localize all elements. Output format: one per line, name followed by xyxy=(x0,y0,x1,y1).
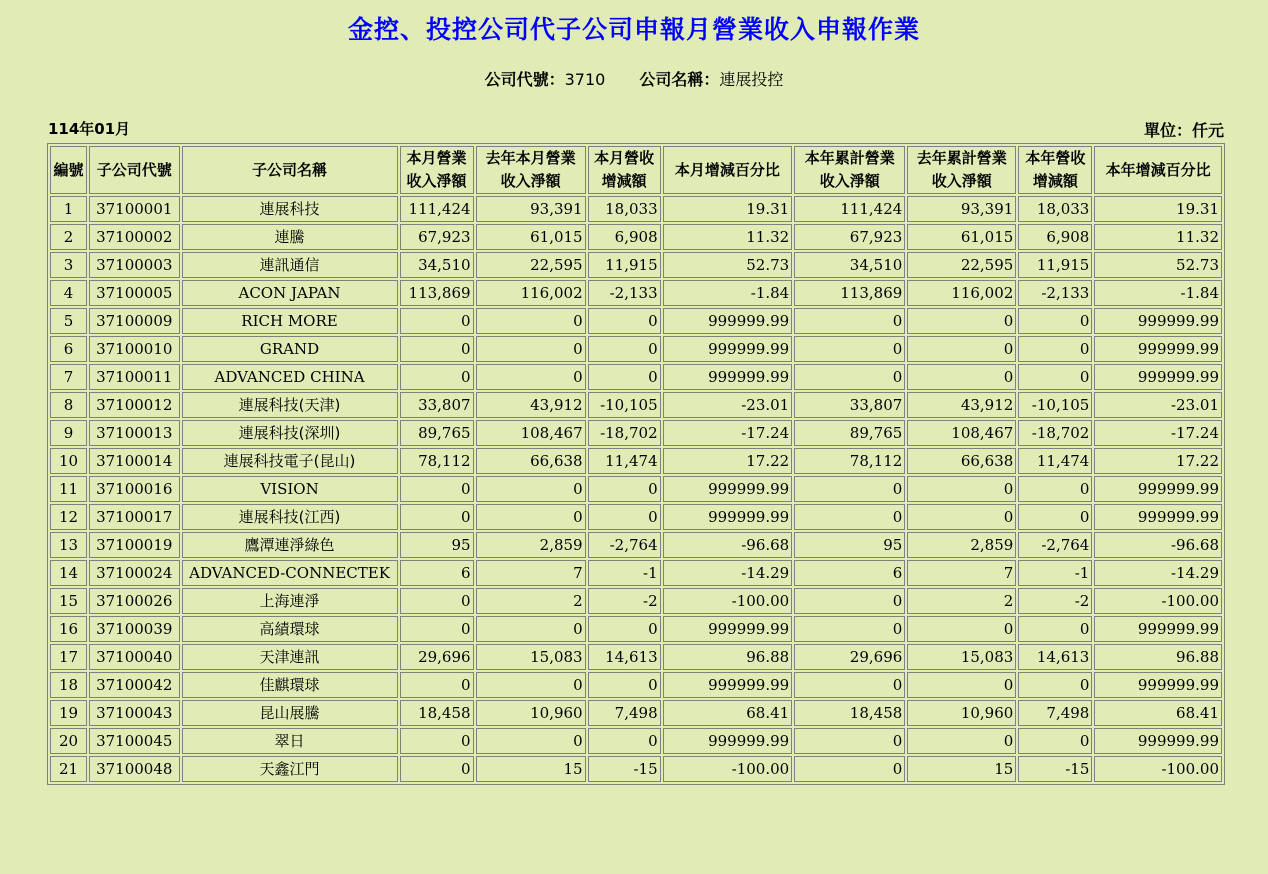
cell-month-change-pct: 999999.99 xyxy=(663,672,793,698)
cell-month-change: -18,702 xyxy=(588,420,661,446)
cell-sub-name: GRAND xyxy=(182,336,398,362)
cell-sub-name: 連展科技(深圳) xyxy=(182,420,398,446)
header-last-year-month-revenue xyxy=(476,146,586,194)
cell-last-year-month-revenue: 0 xyxy=(476,364,586,390)
cell-sub-name: 佳麒環球 xyxy=(182,672,398,698)
cell-month-revenue: 111,424 xyxy=(400,196,474,222)
cell-ytd-revenue: 0 xyxy=(794,588,905,614)
cell-ytd-change-pct: 11.32 xyxy=(1094,224,1222,250)
cell-ytd-change-pct: 999999.99 xyxy=(1094,336,1222,362)
cell-last-ytd-revenue: 0 xyxy=(907,504,1016,530)
cell-ytd-change-pct: 17.22 xyxy=(1094,448,1222,474)
cell-ytd-change: -2 xyxy=(1018,588,1092,614)
header-text: 編號 xyxy=(53,160,84,179)
cell-month-change-pct: 11.32 xyxy=(663,224,793,250)
cell-sub-code: 37100016 xyxy=(89,476,180,502)
cell-sub-name: 天津連訊 xyxy=(182,644,398,670)
cell-last-year-month-revenue: 0 xyxy=(476,504,586,530)
cell-last-year-month-revenue: 108,467 xyxy=(476,420,586,446)
cell-month-revenue: 29,696 xyxy=(400,644,474,670)
cell-month-revenue: 33,807 xyxy=(400,392,474,418)
cell-ytd-change-pct: 999999.99 xyxy=(1094,616,1222,642)
cell-month-revenue: 0 xyxy=(400,672,474,698)
cell-month-change: 7,498 xyxy=(588,700,661,726)
cell-seq: 17 xyxy=(50,644,87,670)
cell-ytd-revenue: 0 xyxy=(794,476,905,502)
cell-ytd-revenue: 0 xyxy=(794,728,905,754)
cell-last-year-month-revenue: 116,002 xyxy=(476,280,586,306)
cell-ytd-change: 0 xyxy=(1018,616,1092,642)
page-title: 金控、投控公司代子公司申報月營業收入申報作業 xyxy=(347,15,920,44)
cell-ytd-change-pct: 999999.99 xyxy=(1094,504,1222,530)
cell-seq: 9 xyxy=(50,420,87,446)
cell-ytd-revenue: 0 xyxy=(794,616,905,642)
cell-sub-name: 連展科技電子(昆山) xyxy=(182,448,398,474)
cell-ytd-change-pct: 96.88 xyxy=(1094,644,1222,670)
unit-label: 單位：仟元 xyxy=(1143,121,1224,140)
cell-last-year-month-revenue: 2 xyxy=(476,588,586,614)
header-text: 本年累計營業 xyxy=(804,149,895,167)
cell-last-ytd-revenue: 22,595 xyxy=(907,252,1016,278)
cell-sub-name: 昆山展騰 xyxy=(182,700,398,726)
cell-month-change: -2 xyxy=(588,588,661,614)
cell-sub-name: 高績環球 xyxy=(182,616,398,642)
cell-ytd-change: 11,915 xyxy=(1018,252,1092,278)
cell-seq: 13 xyxy=(50,532,87,558)
cell-month-change-pct: -100.00 xyxy=(663,756,793,782)
cell-last-year-month-revenue: 7 xyxy=(476,560,586,586)
cell-month-change-pct: -17.24 xyxy=(663,420,793,446)
cell-ytd-change: 0 xyxy=(1018,336,1092,362)
cell-sub-code: 37100017 xyxy=(89,504,180,530)
header-text: 本月營業 xyxy=(406,149,467,167)
cell-ytd-change: 6,908 xyxy=(1018,224,1092,250)
cell-month-change: 0 xyxy=(588,364,661,390)
cell-seq: 2 xyxy=(50,224,87,250)
cell-month-change-pct: 17.22 xyxy=(663,448,793,474)
cell-month-revenue: 0 xyxy=(400,476,474,502)
cell-ytd-revenue: 0 xyxy=(794,364,905,390)
cell-month-revenue: 0 xyxy=(400,616,474,642)
company-code-label: 公司代號： xyxy=(484,70,565,89)
table-row xyxy=(50,336,1222,362)
cell-last-year-month-revenue: 66,638 xyxy=(476,448,586,474)
header-month-change xyxy=(588,146,661,194)
cell-ytd-revenue: 0 xyxy=(794,504,905,530)
cell-ytd-change-pct: 999999.99 xyxy=(1094,476,1222,502)
cell-month-revenue: 0 xyxy=(400,308,474,334)
cell-last-ytd-revenue: 0 xyxy=(907,672,1016,698)
cell-seq: 16 xyxy=(50,616,87,642)
cell-last-year-month-revenue: 15,083 xyxy=(476,644,586,670)
cell-last-ytd-revenue: 116,002 xyxy=(907,280,1016,306)
cell-ytd-change-pct: -23.01 xyxy=(1094,392,1222,418)
cell-last-ytd-revenue: 93,391 xyxy=(907,196,1016,222)
cell-ytd-change: 0 xyxy=(1018,504,1092,530)
cell-seq: 3 xyxy=(50,252,87,278)
cell-month-change: 6,908 xyxy=(588,224,661,250)
header-text: 去年累計營業 xyxy=(916,149,1007,167)
cell-seq: 7 xyxy=(50,364,87,390)
cell-ytd-change-pct: -1.84 xyxy=(1094,280,1222,306)
cell-month-revenue: 0 xyxy=(400,336,474,362)
table-row xyxy=(50,448,1222,474)
table-row xyxy=(50,392,1222,418)
cell-ytd-revenue: 95 xyxy=(794,532,905,558)
cell-month-change: -15 xyxy=(588,756,661,782)
cell-ytd-revenue: 113,869 xyxy=(794,280,905,306)
cell-month-change-pct: 999999.99 xyxy=(663,308,793,334)
cell-month-change: 11,474 xyxy=(588,448,661,474)
cell-ytd-change: 18,033 xyxy=(1018,196,1092,222)
cell-month-change: 0 xyxy=(588,308,661,334)
cell-sub-code: 37100043 xyxy=(89,700,180,726)
cell-month-revenue: 89,765 xyxy=(400,420,474,446)
cell-ytd-change: 14,613 xyxy=(1018,644,1092,670)
cell-sub-code: 37100042 xyxy=(89,672,180,698)
cell-seq: 4 xyxy=(50,280,87,306)
cell-ytd-revenue: 0 xyxy=(794,308,905,334)
header-text: 本月增減百分比 xyxy=(674,160,780,179)
cell-last-year-month-revenue: 0 xyxy=(476,476,586,502)
cell-seq: 18 xyxy=(50,672,87,698)
cell-month-change-pct: -23.01 xyxy=(663,392,793,418)
cell-ytd-change: 0 xyxy=(1018,476,1092,502)
cell-sub-code: 37100001 xyxy=(89,196,180,222)
cell-month-revenue: 78,112 xyxy=(400,448,474,474)
cell-sub-name: 翠日 xyxy=(182,728,398,754)
cell-month-change-pct: 999999.99 xyxy=(663,364,793,390)
cell-last-ytd-revenue: 43,912 xyxy=(907,392,1016,418)
table-row xyxy=(50,476,1222,502)
cell-seq: 1 xyxy=(50,196,87,222)
cell-seq: 15 xyxy=(50,588,87,614)
cell-last-year-month-revenue: 61,015 xyxy=(476,224,586,250)
cell-sub-name: RICH MORE xyxy=(182,308,398,334)
cell-sub-name: 連展科技(江西) xyxy=(182,504,398,530)
cell-sub-code: 37100019 xyxy=(89,532,180,558)
cell-month-change-pct: 999999.99 xyxy=(663,476,793,502)
cell-sub-code: 37100012 xyxy=(89,392,180,418)
cell-last-ytd-revenue: 61,015 xyxy=(907,224,1016,250)
cell-last-year-month-revenue: 93,391 xyxy=(476,196,586,222)
cell-last-ytd-revenue: 10,960 xyxy=(907,700,1016,726)
cell-ytd-change: -2,764 xyxy=(1018,532,1092,558)
report-period: 114年01月 xyxy=(48,120,131,138)
cell-seq: 10 xyxy=(50,448,87,474)
cell-last-year-month-revenue: 10,960 xyxy=(476,700,586,726)
table-row xyxy=(50,532,1222,558)
header-text: 收入淨額 xyxy=(406,172,467,190)
cell-last-ytd-revenue: 0 xyxy=(907,308,1016,334)
cell-seq: 11 xyxy=(50,476,87,502)
cell-ytd-change: -18,702 xyxy=(1018,420,1092,446)
cell-ytd-revenue: 34,510 xyxy=(794,252,905,278)
cell-month-change: 0 xyxy=(588,336,661,362)
cell-month-change: 0 xyxy=(588,476,661,502)
cell-ytd-change-pct: 999999.99 xyxy=(1094,728,1222,754)
cell-month-change: -10,105 xyxy=(588,392,661,418)
cell-month-change: 0 xyxy=(588,504,661,530)
table-row xyxy=(50,280,1222,306)
cell-last-year-month-revenue: 43,912 xyxy=(476,392,586,418)
cell-sub-code: 37100013 xyxy=(89,420,180,446)
cell-ytd-revenue: 0 xyxy=(794,672,905,698)
cell-month-change-pct: -96.68 xyxy=(663,532,793,558)
cell-sub-name: ADVANCED-CONNECTEK xyxy=(182,560,398,586)
cell-last-ytd-revenue: 15 xyxy=(907,756,1016,782)
table-header-row xyxy=(50,146,1222,194)
header-ytd-change xyxy=(1018,146,1092,194)
header-month-revenue xyxy=(400,146,474,194)
cell-month-change: 0 xyxy=(588,728,661,754)
header-last-ytd-revenue xyxy=(907,146,1016,194)
cell-month-change: -2,133 xyxy=(588,280,661,306)
cell-last-ytd-revenue: 2,859 xyxy=(907,532,1016,558)
cell-last-ytd-revenue: 108,467 xyxy=(907,420,1016,446)
header-text: 子公司名稱 xyxy=(252,160,328,179)
cell-sub-code: 37100014 xyxy=(89,448,180,474)
cell-month-change: 0 xyxy=(588,672,661,698)
cell-seq: 21 xyxy=(50,756,87,782)
cell-last-ytd-revenue: 0 xyxy=(907,476,1016,502)
cell-ytd-revenue: 67,923 xyxy=(794,224,905,250)
header-text: 子公司代號 xyxy=(96,160,172,179)
cell-sub-code: 37100024 xyxy=(89,560,180,586)
cell-sub-code: 37100045 xyxy=(89,728,180,754)
cell-last-year-month-revenue: 0 xyxy=(476,672,586,698)
company-code: 3710 xyxy=(564,70,606,89)
company-name: 連展投控 xyxy=(719,70,784,89)
cell-sub-code: 37100048 xyxy=(89,756,180,782)
table-row xyxy=(50,224,1222,250)
cell-month-revenue: 6 xyxy=(400,560,474,586)
cell-last-ytd-revenue: 0 xyxy=(907,336,1016,362)
table-row xyxy=(50,756,1222,782)
cell-ytd-change-pct: 52.73 xyxy=(1094,252,1222,278)
cell-month-revenue: 18,458 xyxy=(400,700,474,726)
cell-month-revenue: 0 xyxy=(400,588,474,614)
cell-month-change-pct: 96.88 xyxy=(663,644,793,670)
table-row xyxy=(50,560,1222,586)
company-name-label: 公司名稱： xyxy=(639,70,720,89)
cell-seq: 12 xyxy=(50,504,87,530)
cell-sub-name: ADVANCED CHINA xyxy=(182,364,398,390)
table-row xyxy=(50,504,1222,530)
cell-month-revenue: 0 xyxy=(400,756,474,782)
cell-sub-name: VISION xyxy=(182,476,398,502)
cell-month-revenue: 0 xyxy=(400,504,474,530)
company-info xyxy=(0,67,1268,90)
cell-seq: 5 xyxy=(50,308,87,334)
cell-ytd-change-pct: -17.24 xyxy=(1094,420,1222,446)
cell-last-year-month-revenue: 0 xyxy=(476,616,586,642)
cell-last-ytd-revenue: 7 xyxy=(907,560,1016,586)
cell-ytd-change-pct: -96.68 xyxy=(1094,532,1222,558)
header-sub-code xyxy=(89,146,180,194)
cell-ytd-change: -2,133 xyxy=(1018,280,1092,306)
cell-month-change: 11,915 xyxy=(588,252,661,278)
header-text: 收入淨額 xyxy=(819,172,880,190)
cell-sub-code: 37100005 xyxy=(89,280,180,306)
cell-last-ytd-revenue: 0 xyxy=(907,364,1016,390)
header-text: 收入淨額 xyxy=(931,172,992,190)
cell-month-change-pct: 52.73 xyxy=(663,252,793,278)
cell-ytd-revenue: 33,807 xyxy=(794,392,905,418)
header-seq xyxy=(50,146,87,194)
cell-ytd-change: 0 xyxy=(1018,728,1092,754)
cell-ytd-change: -1 xyxy=(1018,560,1092,586)
cell-sub-code: 37100010 xyxy=(89,336,180,362)
table-row xyxy=(50,588,1222,614)
table-row xyxy=(50,700,1222,726)
cell-sub-name: ACON JAPAN xyxy=(182,280,398,306)
table-row xyxy=(50,252,1222,278)
cell-ytd-change-pct: -14.29 xyxy=(1094,560,1222,586)
cell-ytd-change: 0 xyxy=(1018,364,1092,390)
cell-ytd-change-pct: 999999.99 xyxy=(1094,308,1222,334)
header-text: 去年本月營業 xyxy=(485,149,576,167)
cell-month-change-pct: -1.84 xyxy=(663,280,793,306)
cell-ytd-change: -15 xyxy=(1018,756,1092,782)
cell-last-year-month-revenue: 0 xyxy=(476,728,586,754)
cell-sub-name: 天鑫江門 xyxy=(182,756,398,782)
cell-ytd-revenue: 29,696 xyxy=(794,644,905,670)
cell-ytd-change-pct: 999999.99 xyxy=(1094,364,1222,390)
header-ytd-change-pct xyxy=(1094,146,1222,194)
cell-month-change-pct: -100.00 xyxy=(663,588,793,614)
cell-month-change: -1 xyxy=(588,560,661,586)
cell-month-change-pct: 999999.99 xyxy=(663,616,793,642)
cell-seq: 20 xyxy=(50,728,87,754)
header-sub-name xyxy=(182,146,398,194)
cell-month-change-pct: 999999.99 xyxy=(663,728,793,754)
cell-month-change-pct: 999999.99 xyxy=(663,504,793,530)
cell-seq: 19 xyxy=(50,700,87,726)
header-month-change-pct xyxy=(663,146,793,194)
header-text: 本年增減百分比 xyxy=(1105,160,1211,179)
cell-last-year-month-revenue: 15 xyxy=(476,756,586,782)
header-text: 本月營收 xyxy=(594,149,655,167)
cell-ytd-change: 0 xyxy=(1018,672,1092,698)
cell-seq: 14 xyxy=(50,560,87,586)
cell-sub-name: 上海連淨 xyxy=(182,588,398,614)
table-row xyxy=(50,420,1222,446)
table-row xyxy=(50,616,1222,642)
cell-last-ytd-revenue: 15,083 xyxy=(907,644,1016,670)
cell-ytd-revenue: 89,765 xyxy=(794,420,905,446)
cell-last-year-month-revenue: 2,859 xyxy=(476,532,586,558)
cell-ytd-change-pct: 19.31 xyxy=(1094,196,1222,222)
table-row xyxy=(50,364,1222,390)
cell-month-change-pct: 999999.99 xyxy=(663,336,793,362)
cell-sub-name: 連展科技(天津) xyxy=(182,392,398,418)
cell-sub-code: 37100040 xyxy=(89,644,180,670)
cell-last-year-month-revenue: 0 xyxy=(476,308,586,334)
cell-last-year-month-revenue: 0 xyxy=(476,336,586,362)
cell-ytd-revenue: 0 xyxy=(794,336,905,362)
cell-ytd-change: 11,474 xyxy=(1018,448,1092,474)
cell-sub-name: 鷹潭連淨綠色 xyxy=(182,532,398,558)
cell-month-change: 18,033 xyxy=(588,196,661,222)
table-row xyxy=(50,644,1222,670)
cell-month-revenue: 0 xyxy=(400,728,474,754)
cell-month-revenue: 34,510 xyxy=(400,252,474,278)
cell-last-ytd-revenue: 66,638 xyxy=(907,448,1016,474)
cell-sub-name: 連騰 xyxy=(182,224,398,250)
cell-sub-code: 37100003 xyxy=(89,252,180,278)
cell-month-change: -2,764 xyxy=(588,532,661,558)
cell-ytd-change: 7,498 xyxy=(1018,700,1092,726)
revenue-table xyxy=(47,143,1225,785)
cell-month-revenue: 67,923 xyxy=(400,224,474,250)
cell-ytd-change-pct: -100.00 xyxy=(1094,588,1222,614)
cell-seq: 6 xyxy=(50,336,87,362)
cell-month-change-pct: 68.41 xyxy=(663,700,793,726)
cell-ytd-revenue: 111,424 xyxy=(794,196,905,222)
cell-sub-code: 37100009 xyxy=(89,308,180,334)
table-row xyxy=(50,196,1222,222)
cell-sub-name: 連訊通信 xyxy=(182,252,398,278)
table-row xyxy=(50,672,1222,698)
cell-ytd-change-pct: -100.00 xyxy=(1094,756,1222,782)
cell-month-revenue: 95 xyxy=(400,532,474,558)
header-text: 增減額 xyxy=(601,172,647,190)
cell-sub-code: 37100011 xyxy=(89,364,180,390)
cell-last-ytd-revenue: 0 xyxy=(907,616,1016,642)
table-row xyxy=(50,308,1222,334)
cell-sub-name: 連展科技 xyxy=(182,196,398,222)
cell-ytd-revenue: 6 xyxy=(794,560,905,586)
cell-ytd-revenue: 0 xyxy=(794,756,905,782)
cell-month-change-pct: -14.29 xyxy=(663,560,793,586)
cell-seq: 8 xyxy=(50,392,87,418)
cell-month-revenue: 0 xyxy=(400,364,474,390)
cell-last-ytd-revenue: 2 xyxy=(907,588,1016,614)
cell-month-revenue: 113,869 xyxy=(400,280,474,306)
cell-ytd-change: -10,105 xyxy=(1018,392,1092,418)
cell-month-change-pct: 19.31 xyxy=(663,196,793,222)
header-ytd-revenue xyxy=(794,146,905,194)
cell-ytd-change-pct: 68.41 xyxy=(1094,700,1222,726)
cell-ytd-revenue: 18,458 xyxy=(794,700,905,726)
cell-last-year-month-revenue: 22,595 xyxy=(476,252,586,278)
table-body xyxy=(50,196,1222,782)
header-text: 增減額 xyxy=(1032,172,1078,190)
cell-month-change: 14,613 xyxy=(588,644,661,670)
cell-sub-code: 37100026 xyxy=(89,588,180,614)
header-text: 本年營收 xyxy=(1025,149,1086,167)
cell-ytd-revenue: 78,112 xyxy=(794,448,905,474)
cell-sub-code: 37100039 xyxy=(89,616,180,642)
cell-sub-code: 37100002 xyxy=(89,224,180,250)
cell-ytd-change-pct: 999999.99 xyxy=(1094,672,1222,698)
header-text: 收入淨額 xyxy=(500,172,561,190)
table-row xyxy=(50,728,1222,754)
cell-ytd-change: 0 xyxy=(1018,308,1092,334)
cell-month-change: 0 xyxy=(588,616,661,642)
cell-last-ytd-revenue: 0 xyxy=(907,728,1016,754)
